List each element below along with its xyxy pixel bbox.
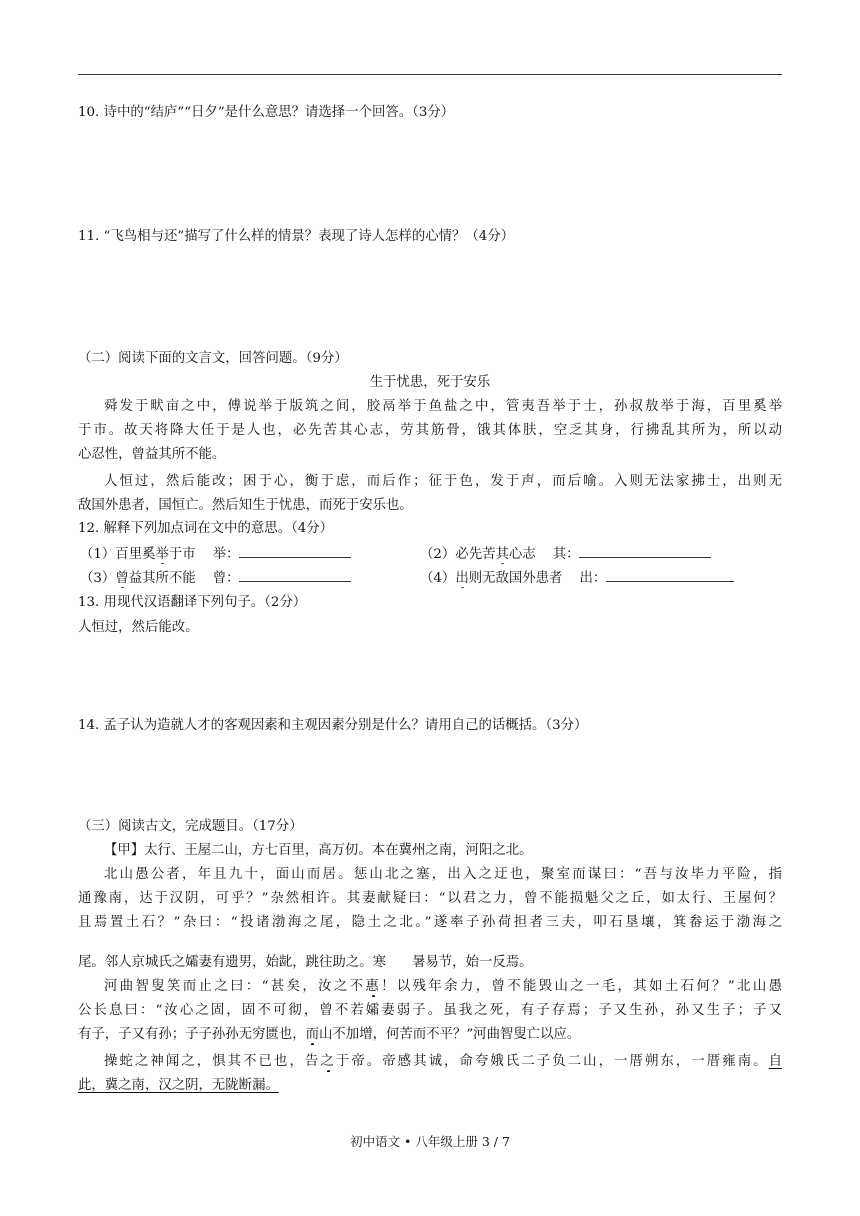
header-rule	[78, 74, 782, 75]
answer-blank[interactable]	[239, 568, 351, 582]
passage-line: 北山愚公者，年且九十，面山而居。惩山北之塞，出入之迂也，聚室而谋曰：“吾与汝毕力平险，指	[104, 867, 782, 882]
passage-line: 人恒过，然后能改；困于心，衡于虑，而后作；征于色，发于声，而后喻。入则无法家拂士，出则无	[104, 474, 782, 489]
passage-line: 于市。故天将降大任于是人也，必先苦其心志，劳其筋骨，饿其体肤，空乏其身，行拂乱其所为，所以动	[78, 423, 782, 438]
passage-line	[78, 1076, 782, 1096]
passage-title: 生于忧患，死于安乐	[369, 375, 491, 390]
passage-line: 心忍性，曾益其所不能。	[78, 447, 226, 462]
q12-item-3: （3）曾益其所不能 曾：	[80, 568, 440, 588]
section-3-heading: （三）阅读古文，完成题目。（17分）	[78, 819, 303, 834]
q12-item-4: （4）出则无敌国外患者 出：	[420, 568, 780, 588]
underlined-sentence: 此，冀之南，汉之阴，无陇断漏。	[78, 1078, 279, 1093]
passage-line: 通豫南，达于汉阴，可乎？”杂然相许。其妻献疑曰：“以君之力，曾不能损魁父之丘，如太行、王屋何？	[78, 891, 782, 906]
passage-line: 公长息曰：“汝心之固，固不可彻，曾不若孀妻弱子。虽我之死，有子存焉；子又生孙，孙又生子；子又	[78, 1003, 782, 1018]
answer-blank[interactable]	[606, 568, 734, 582]
q13-sentence: 人恒过，然后能改。	[78, 620, 199, 635]
question-10: 10. 诗中的“结庐”“日夕”是什么意思？请选择一个回答。（3分）	[78, 105, 455, 120]
question-12: 12. 解释下列加点词在文中的意思。（4分）	[78, 521, 334, 536]
question-14: 14. 孟子认为造就人才的客观因素和主观因素分别是什么？请用自己的话概括。（3分）	[78, 718, 588, 733]
question-11: 11. “飞鸟相与还”描写了什么样的情景？表现了诗人怎样的心情？（4分）	[78, 229, 515, 244]
q12-item-1: （1）百里奚举于市 举：	[80, 544, 440, 564]
q12-item-2: （2）必先苦其心志 其：	[420, 544, 780, 564]
answer-blank[interactable]	[239, 544, 351, 558]
passage-line: 尾。邻人京城氏之孀妻有遗男，始龀，跳往助之。寒 暑易节，始一反焉。	[78, 955, 533, 970]
passage-line: 有子，子又有孙；子子孙孙无穷匮也，而山不加增，何苦而不平？”河曲智叟亡以应。	[78, 1027, 581, 1042]
passage-line: 且焉置土石？”杂曰：“投诸渤海之尾，隐土之北。”遂率子孙荷担者三夫，叩石垦壤，箕畚运于渤海之	[78, 915, 782, 930]
question-13: 13. 用现代汉语翻译下列句子。（2分）	[78, 595, 307, 610]
answer-blank[interactable]	[579, 544, 711, 558]
passage-line: 敌国外患者，国恒亡。然后知生于忧患，而死于安乐也。	[78, 498, 413, 513]
passage-jia-intro: 【甲】太行、王屋二山，方七百里，高万仞。本在冀州之南，河阳之北。	[104, 843, 533, 858]
section-2-heading: （二）阅读下面的文言文，回答问题。（9分）	[78, 351, 348, 366]
passage-line: 舜发于畎亩之中，傅说举于版筑之间，胶鬲举于鱼盐之中，管夷吾举于士，孙叔敖举于海，百里奚举	[104, 399, 782, 414]
passage-line: 操蛇之神闻之，惧其不已也，告之于帝。帝感其诚，命夸娥氏二子负二山，一厝朔东，一厝雍南。自	[104, 1054, 782, 1069]
passage-line: 河曲智叟笑而止之曰：“甚矣，汝之不惠！以残年余力，曾不能毁山之一毛，其如土石何？”北山愚	[104, 979, 782, 994]
page-footer: 初中语文 • 八年级上册 3 / 7	[350, 1134, 510, 1149]
